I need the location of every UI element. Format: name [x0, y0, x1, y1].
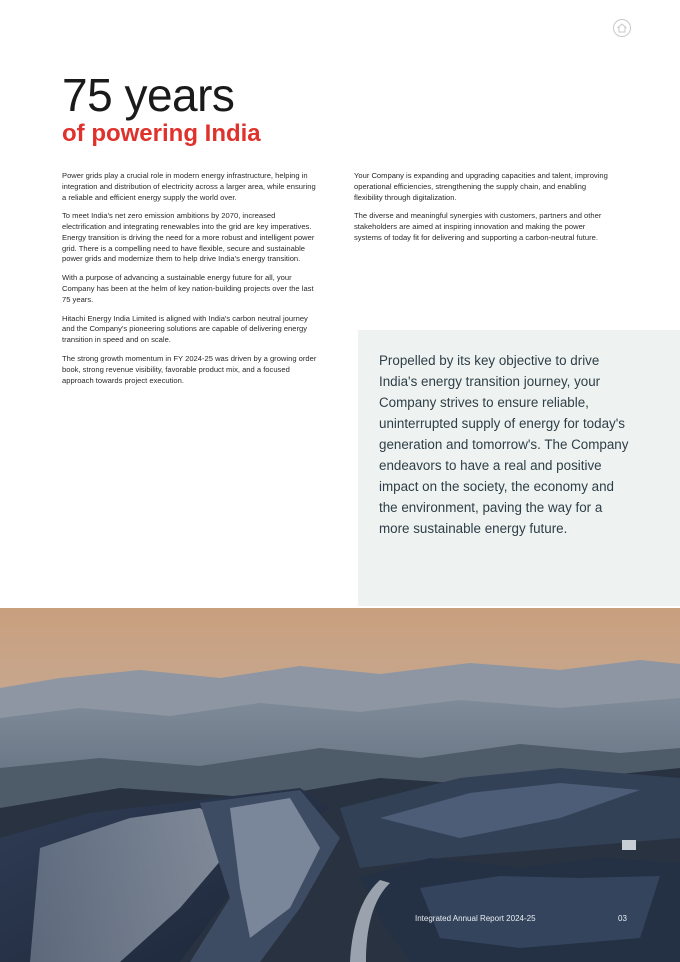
- body-paragraph: With a purpose of advancing a sustainable energy future for all, your Company has been at the helm of key nation-building projects over the last 75 years.: [62, 273, 314, 304]
- page-number: 03: [618, 914, 627, 923]
- body-paragraph: Power grids play a crucial role in modern energy infrastructure, helping in integration and distribution of electricity across a larger area, while ensuring a reliable and efficient energy supply the world over.: [62, 171, 316, 202]
- left-text-column: [62, 171, 320, 394]
- body-paragraph: The strong growth momentum in FY 2024-25 was driven by a growing order book, strong revenue visibility, favorable product mix, and a focused approach towards project execution.: [62, 353, 317, 385]
- solar-farm-photo: [0, 608, 680, 962]
- body-paragraph: Hitachi Energy India Limited is aligned with India's carbon neutral journey and the Company's pioneering solutions are capable of delivering energy transition in speed and on scale.: [62, 313, 308, 345]
- page-subtitle: of powering India: [62, 120, 261, 147]
- pull-quote: Propelled by its key objective to drive India's energy transition journey, your Company strives to ensure reliable, uninterrupted supply of energy for today's generation and tomorrow's. The Company endeavors to have a real and positive impact on the society, the economy and the environment, paving the way for a more sustainable energy future.: [379, 353, 629, 537]
- body-paragraph: The diverse and meaningful synergies with customers, partners and other stakeholders are aimed at inspiring innovation and making the power systems of today fit for delivering and supporting a carbon-neutral future.: [354, 211, 602, 242]
- report-title: Integrated Annual Report 2024-25: [415, 914, 536, 923]
- body-paragraph: To meet India's net zero emission ambitions by 2070, increased electrification and integrating renewables into the grid are key imperatives. Energy transition is driving the need for a more robust and intelligent power grid. There is a compelling need to have flexible, secure and sustainable power grids and modernize them to help drive India's energy transition.: [62, 211, 315, 264]
- page-title: 75 years: [62, 69, 235, 121]
- right-text-column: [354, 171, 612, 252]
- body-paragraph: Your Company is expanding and upgrading capacities and talent, improving operational efficiencies, strengthening the supply chain, and enabling flexibility through digitalization.: [354, 171, 608, 202]
- home-icon[interactable]: [612, 18, 632, 38]
